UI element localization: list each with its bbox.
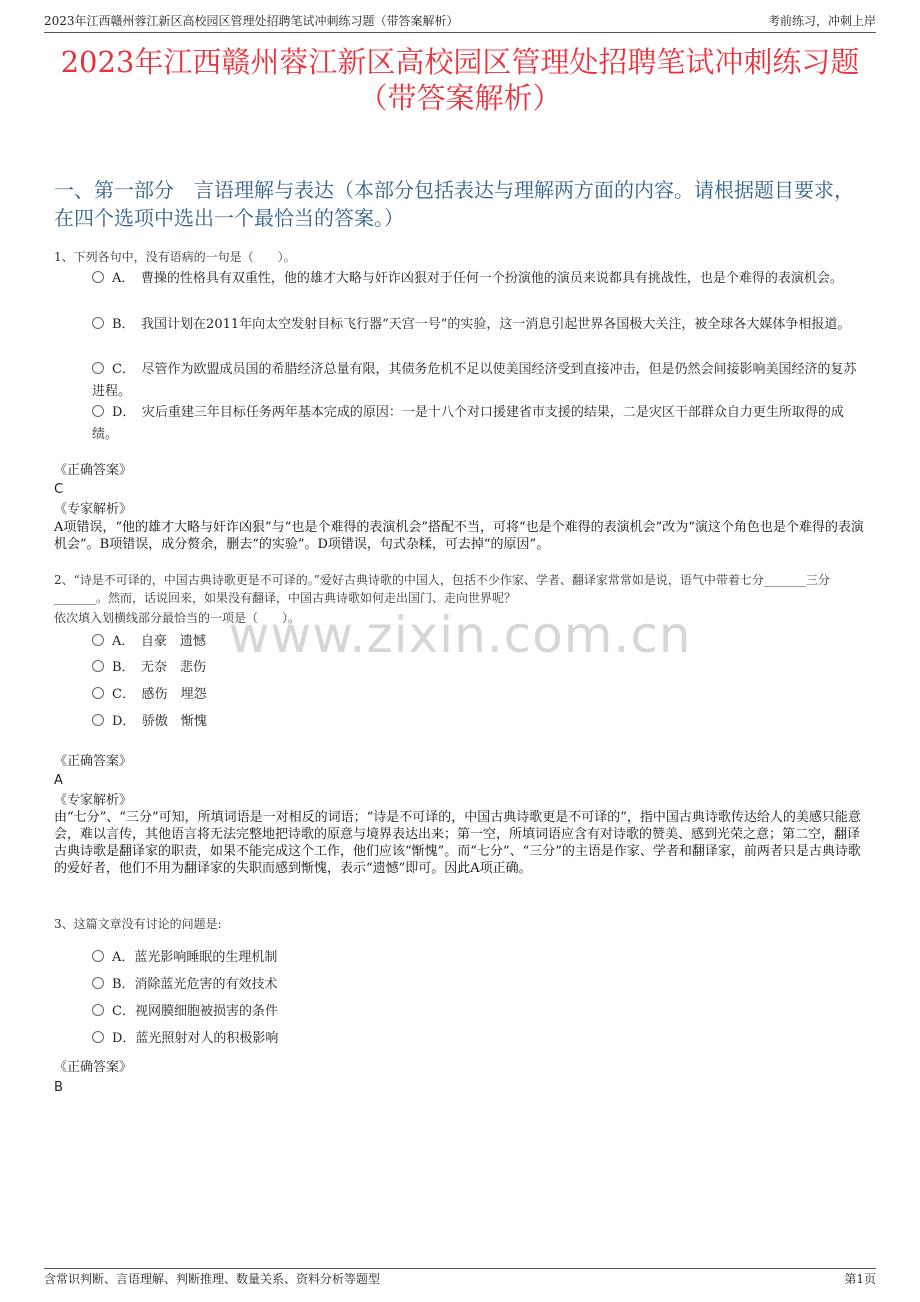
q2-option-a[interactable] (92, 631, 862, 653)
q2-explanation-text: 由“七分”、“三分”可知，所填词语是一对相反的词语；“诗是不可译的，中国古典诗歌更是不可译的”，指中国古典诗歌传达给人的美感只能意会，难以言传，其他语言将无法完整地把诗歌的原意与境界表达出来；第一空，所填词语应含有对诗歌的赞美、感到光荣之意；第二空，翻译古典诗歌是翻译家的职责，如果不能完成这个工作，他们应该“惭愧”。而“七分”、“三分”的主语是作家、学者和翻译家，前两者只是古典诗歌的爱好者，他们不用为翻译家的失职而感到惭愧，表示“遗憾”即可。因此A项正确。 (54, 810, 861, 876)
q3-option-d-text: D．蓝光照射对人的积极影响 (112, 1031, 279, 1046)
radio-icon[interactable] (92, 405, 104, 417)
q1-option-b-text: B． 我国计划在2011年向太空发射目标飞行器“天宫一号”的实验，这一消息引起世界各国极大关注，被全球各大媒体争相报道。 (112, 317, 851, 332)
q1-option-b[interactable] (92, 314, 862, 336)
q1-option-c-text: C． 尽管作为欧盟成员国的希腊经济总量有限，其债务危机不足以使美国经济受到直接冲击，但是仍然会间接影响美国经济的复苏进程。 (92, 362, 857, 399)
q3-option-a[interactable] (92, 947, 862, 969)
q2-option-d[interactable] (92, 711, 862, 733)
radio-icon[interactable] (92, 977, 104, 989)
q1-option-d-text: D． 灾后重建三年目标任务两年基本完成的原因：一是十八个对口援建省市支援的结果，二是灾区干部群众自力更生所取得的成绩。 (92, 405, 844, 442)
q2-option-c[interactable] (92, 684, 862, 706)
q3-option-c[interactable] (92, 1001, 862, 1023)
q2-explanation-label: 《专家解析》 (54, 793, 133, 808)
q2-option-c-text: C． 感伤 埋怨 (112, 687, 207, 702)
radio-icon[interactable] (92, 271, 104, 283)
q1-option-a-text: A． 曹操的性格具有双重性，他的雄才大略与奸诈凶狠对于任何一个扮演他的演员来说都具有挑战性，也是个难得的表演机会。 (112, 271, 843, 286)
q2-option-a-text: A． 自豪 遗憾 (112, 634, 206, 649)
q1-stem: 1、下列各句中，没有语病的一句是（ ）。 (54, 250, 296, 264)
q2-stem: 2、“诗是不可译的，中国古典诗歌更是不可译的。”爱好古典诗歌的中国人，包括不少作家、学者、翻译家常常如是说，语气中带着七分_______三分_______。然而，话说回来，如果没有翻译，中国古典诗歌如何走出国门、走向世界呢？ (54, 573, 830, 605)
q2-answer-value: A (54, 773, 63, 788)
q1-option-d[interactable] (92, 402, 862, 446)
q2-option-b-text: B． 无奈 悲伤 (112, 660, 207, 675)
q2-instruction: 依次填入划横线部分最恰当的一项是（ ）。 (54, 611, 301, 625)
radio-icon[interactable] (92, 660, 104, 672)
radio-icon[interactable] (92, 687, 104, 699)
section-title: 一、第一部分 言语理解与表达（本部分包括表达与理解两方面的内容。请根据题目要求，在四个选项中选出一个最恰当的答案。） (54, 178, 854, 230)
page-title (40, 44, 880, 116)
page-title-line2: （带答案解析） (358, 81, 562, 115)
q2-option-b[interactable] (92, 657, 862, 679)
header-doc-title: 2023年江西赣州蓉江新区高校园区管理处招聘笔试冲刺练习题（带答案解析） (44, 14, 459, 28)
page-footer (44, 1268, 876, 1289)
q1-option-c[interactable] (92, 359, 862, 403)
q1-option-a[interactable] (92, 268, 862, 290)
footer-topics: 含常识判断、言语理解、判断推理、数量关系、资料分析等题型 (44, 1272, 381, 1286)
radio-icon[interactable] (92, 317, 104, 329)
radio-icon[interactable] (92, 362, 104, 374)
watermark-text: www.zixin.com.cn (228, 606, 692, 664)
q1-explanation-label: 《专家解析》 (54, 502, 133, 517)
radio-icon[interactable] (92, 714, 104, 726)
radio-icon[interactable] (92, 634, 104, 646)
q3-option-a-text: A．蓝光影响睡眠的生理机制 (112, 950, 278, 965)
q3-answer-label: 《正确答案》 (54, 1060, 133, 1075)
radio-icon[interactable] (92, 950, 104, 962)
q3-stem: 3、这篇文章没有讨论的问题是: (54, 917, 222, 931)
q3-option-b[interactable] (92, 974, 862, 996)
q1-explanation-text: A项错误，“他的雄才大略与奸诈凶狠”与“也是个难得的表演机会”搭配不当，可将“也是个难得的表演机会”改为“演这个角色也是个难得的表演机会”。B项错误，成分赘余，删去“的实验”。D项错误，句式杂糅，可去掉“的原因”。 (54, 520, 864, 552)
q2-answer-label: 《正确答案》 (54, 754, 133, 769)
q3-option-b-text: B．消除蓝光危害的有效技术 (112, 977, 278, 992)
radio-icon[interactable] (92, 1031, 104, 1043)
q1-answer-value: C (54, 482, 64, 497)
q3-option-c-text: C．视网膜细胞被损害的条件 (112, 1004, 278, 1019)
q2-option-d-text: D． 骄傲 惭愧 (112, 714, 207, 729)
page-header (44, 12, 876, 33)
q3-answer-value: B (54, 1080, 63, 1095)
radio-icon[interactable] (92, 1004, 104, 1016)
header-slogan: 考前练习，冲刺上岸 (767, 14, 876, 28)
q3-option-d[interactable] (92, 1028, 862, 1050)
q1-answer-label: 《正确答案》 (54, 463, 133, 478)
page-number: 第1页 (844, 1272, 876, 1286)
page-title-line1: 2023年江西赣州蓉江新区高校园区管理处招聘笔试冲刺练习题 (60, 45, 860, 79)
